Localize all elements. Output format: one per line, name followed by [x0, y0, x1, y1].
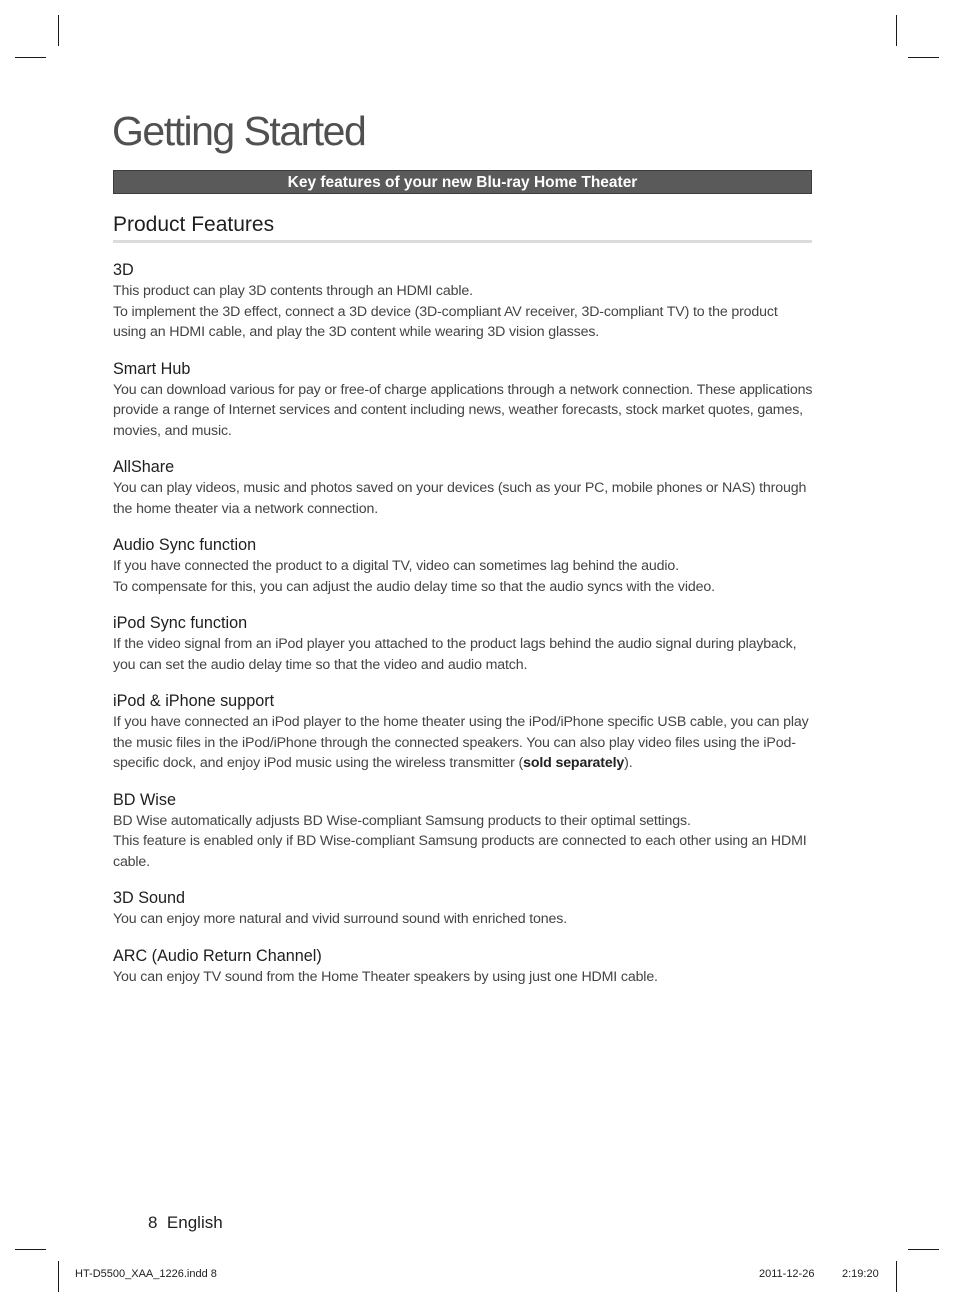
section-banner: Key features of your new Blu-ray Home Theater [113, 170, 812, 194]
description-text: You can play videos, music and photos saved on your devices (such as your PC, mobile phones or NAS) through the home theater via a network connection. [113, 480, 807, 517]
description-text: If you have connected an iPod player to the home theater using the iPod/iPhone specific USB cable, you can play the music files in the iPod/iPhone through the connected speakers. You can also play video files using the iPod-specific dock, and enjoy iPod music using the wireless transmitter ( [113, 714, 809, 771]
description-text: You can enjoy TV sound from the Home Theater speakers by using just one HDMI cable. [113, 968, 658, 985]
crop-mark [15, 57, 46, 58]
description-text: You can enjoy more natural and vivid surround sound with enriched tones. [113, 911, 567, 927]
description-text: You can download various for pay or free-of charge applications through a network connection. These applications provide a range of Internet services and content including news, weather forecasts, stock market quotes, games, movies, and music. [113, 381, 813, 439]
feature-title: 3D [113, 261, 134, 279]
feature-item [113, 790, 813, 873]
feature-item [113, 260, 813, 343]
crop-mark [896, 1261, 897, 1292]
feature-description [113, 712, 813, 774]
page-number: 8 [148, 1213, 158, 1232]
feature-title: 3D Sound [113, 889, 185, 907]
description-text: To implement the 3D effect, connect a 3D device (3D-compliant AV receiver, 3D-compliant TV) to the product using an HDMI cable, and play the 3D content while wearing 3D vision glasses. [113, 303, 778, 340]
description-emphasis: sold separately [523, 755, 625, 771]
feature-description [113, 967, 813, 988]
description-text: To compensate for this, you can adjust the audio delay time so that the audio syncs with the video. [113, 578, 715, 595]
feature-description [113, 634, 813, 675]
feature-description [113, 380, 813, 442]
feature-description [113, 281, 813, 302]
feature-item [113, 888, 813, 930]
feature-description [113, 577, 813, 598]
description-text: This product can play 3D contents through an HDMI cable. [113, 283, 473, 299]
feature-description [113, 478, 813, 519]
description-text: If you have connected the product to a digital TV, video can sometimes lag behind the audio. [113, 558, 679, 574]
crop-mark [908, 57, 939, 58]
feature-list [113, 260, 813, 1003]
crop-mark [896, 15, 897, 46]
description-text: If the video signal from an iPod player you attached to the product lags behind the audio signal during playback, you can set the audio delay time so that the video and audio match. [113, 636, 797, 673]
feature-description [113, 302, 813, 343]
feature-title: BD Wise [113, 790, 176, 809]
feature-title: iPod & iPhone support [113, 692, 275, 710]
feature-item [113, 946, 813, 988]
feature-title: ARC (Audio Return Channel) [113, 946, 322, 965]
description-text: BD Wise automatically adjusts BD Wise-compliant Samsung products to their optimal settings. [113, 812, 691, 829]
feature-title: Smart Hub [113, 359, 191, 378]
feature-item [113, 359, 813, 442]
feature-item [113, 535, 813, 597]
feature-description [113, 556, 813, 577]
crop-mark [58, 15, 59, 46]
crop-mark [908, 1249, 939, 1250]
feature-title: Audio Sync function [113, 536, 257, 554]
feature-description [113, 831, 813, 872]
feature-item [113, 457, 813, 519]
feature-title: AllShare [113, 458, 175, 476]
description-text: ). [624, 755, 633, 771]
description-text: This feature is enabled only if BD Wise-compliant Samsung products are connected to each other using an HDMI cable. [113, 833, 807, 870]
crop-mark [58, 1261, 59, 1292]
slug-time: 2:19:20 [842, 1268, 879, 1280]
feature-item [113, 613, 813, 675]
slug-filename: HT-D5500_XAA_1226.indd 8 [75, 1268, 217, 1280]
slug-date: 2011-12-26 [759, 1268, 815, 1280]
page-footer [148, 1213, 223, 1233]
chapter-title: Getting Started [112, 108, 366, 154]
feature-item [113, 691, 813, 774]
feature-description [113, 909, 813, 930]
feature-title: iPod Sync function [113, 614, 248, 632]
crop-mark [15, 1249, 46, 1250]
feature-description [113, 811, 813, 832]
footer-language: English [166, 1213, 223, 1232]
section-title: Product Features [113, 212, 812, 243]
